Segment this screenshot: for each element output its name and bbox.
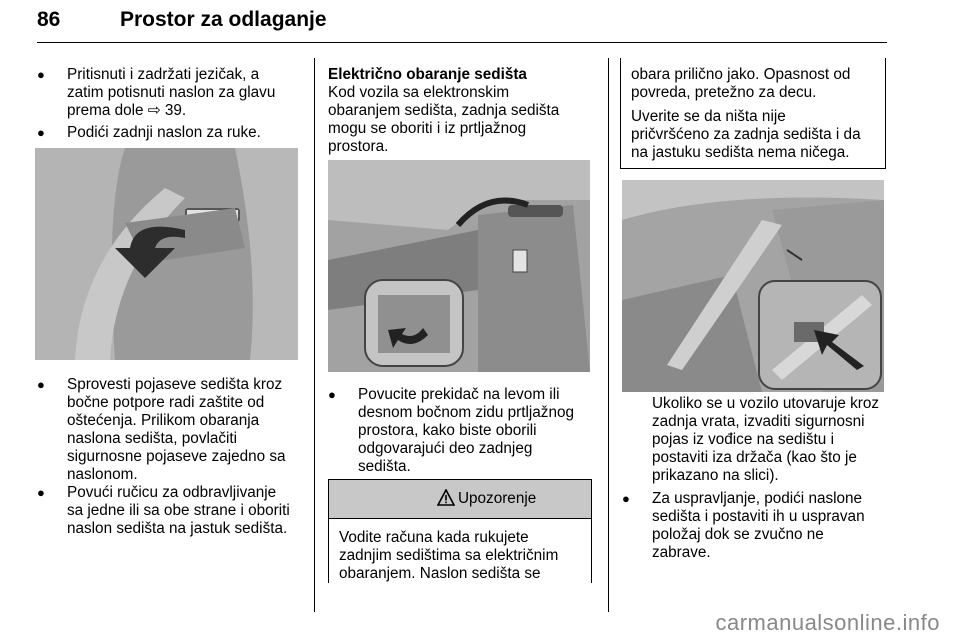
bullet-icon: ● — [37, 485, 45, 500]
warning-title: Upozorenje — [458, 490, 537, 507]
column-divider — [608, 58, 609, 612]
trunk-switch-illustration — [328, 160, 590, 372]
column-divider — [314, 58, 315, 612]
figure-caption: Ukoliko se u vozilo utovaruje kroz zadnja vrata, izvaditi sigurnosni pojas iz vođice na sedištu i postaviti iza držača (kao što je prikazano na slici). — [652, 395, 880, 484]
bullet-icon: ● — [328, 387, 336, 402]
headrest-illustration — [35, 148, 298, 360]
bullet-icon: ● — [37, 377, 45, 392]
warning-box-continued: obara prilično jako. Opasnost od povreda, pretežno za decu. Uverite se da ništa nije pričvršćeno za zadnja sedišta i da na jastuku sedišta nema ničega. — [620, 58, 886, 169]
bullet-icon: ● — [622, 491, 630, 506]
warning-box: Upozorenje Vodite računa kada rukujete zadnjim sedištima sa električnim obaranjem. Naslon sedišta se — [328, 479, 592, 583]
bullet-icon: ● — [37, 125, 45, 140]
page-header — [37, 4, 887, 43]
warning-triangle-icon — [437, 489, 455, 511]
warning-header — [329, 480, 591, 519]
watermark-text: carmanualsonline.info — [715, 610, 940, 635]
section-heading: Električno obaranje sedišta — [328, 66, 527, 83]
page-number: 86 — [37, 8, 61, 31]
column-2: Električno obaranje sedišta Kod vozila sa elektronskim obaranjem sedišta, zadnja sedišta mogu se oboriti i iz prtljažnog prostora. — [328, 66, 598, 156]
seatbelt-guide-illustration — [622, 180, 884, 392]
page-title: Prostor za odlaganje — [120, 8, 327, 31]
bullet-icon: ● — [37, 67, 45, 82]
